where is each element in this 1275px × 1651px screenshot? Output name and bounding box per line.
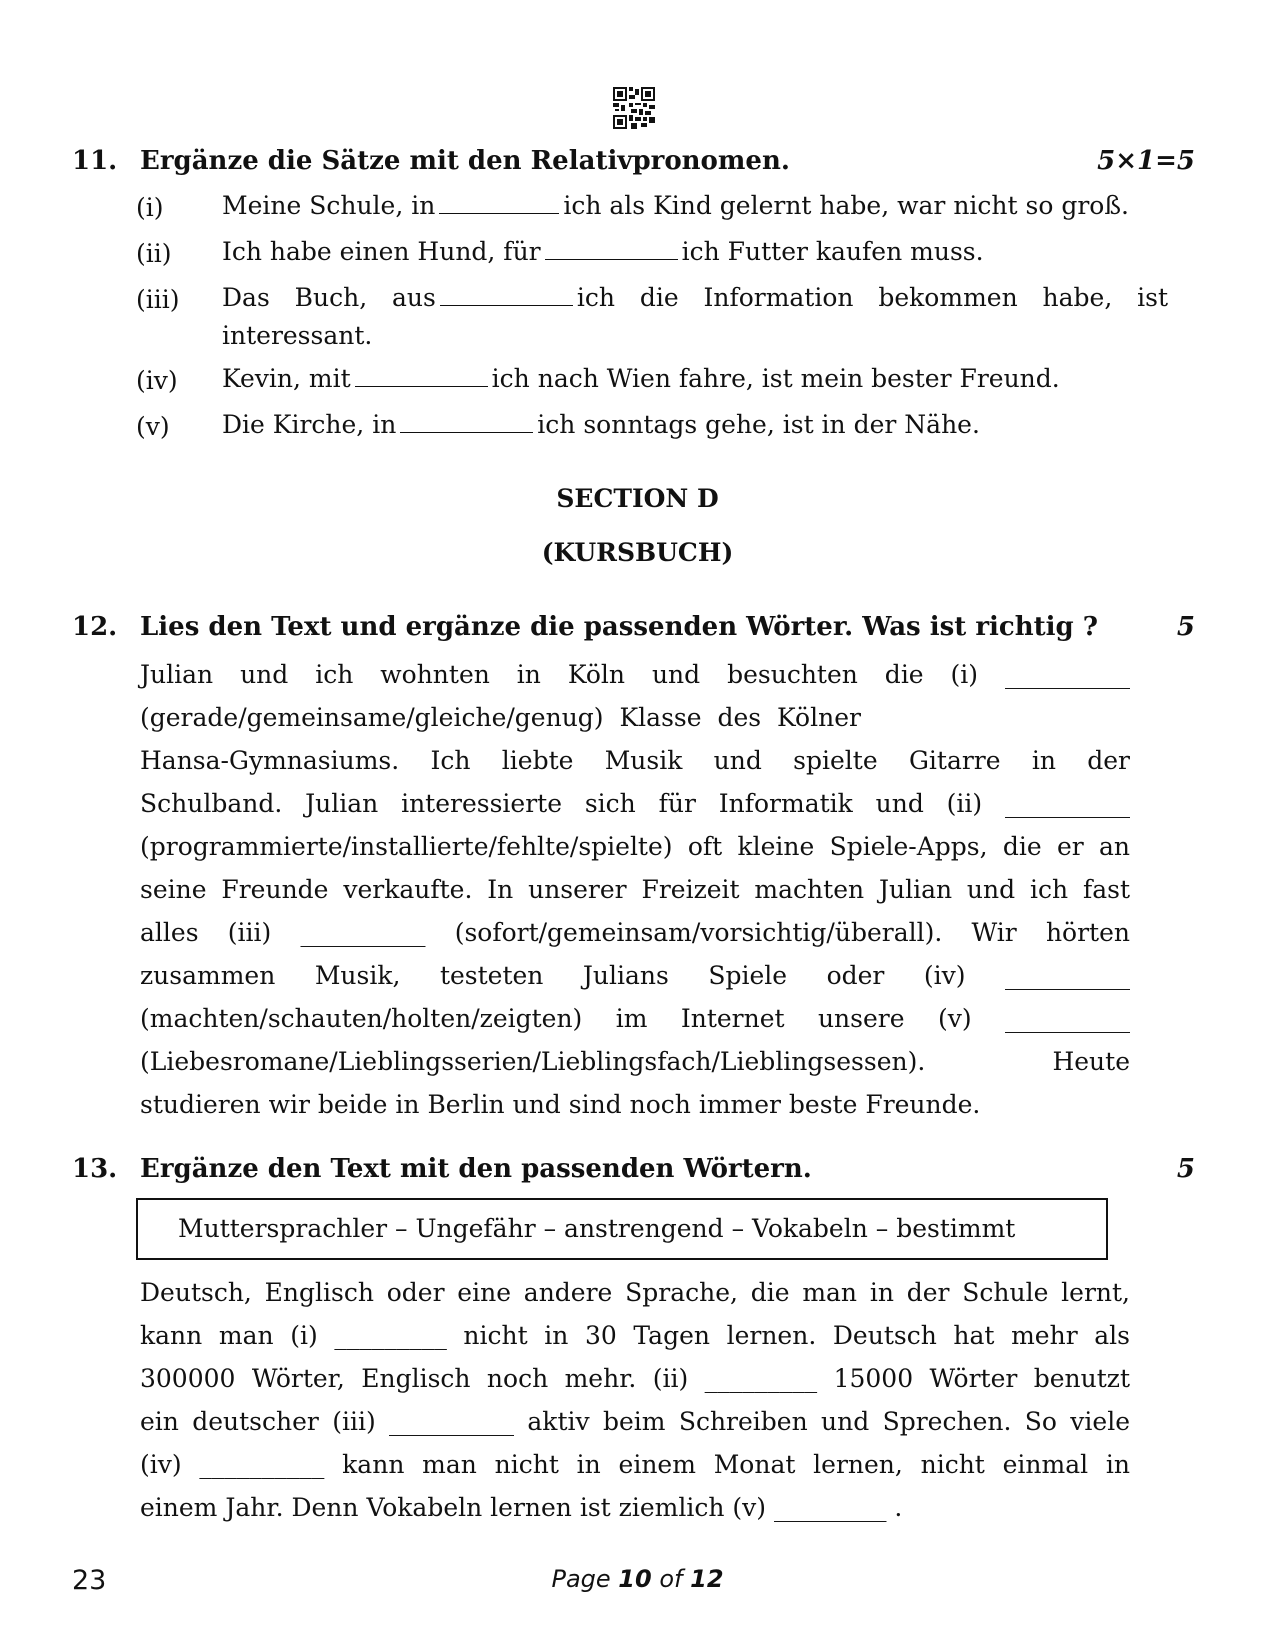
passage-line: ein deutscher (iii) __________ aktiv beim Schreiben und Sprechen. So viele [140, 1407, 1130, 1436]
passage-line: (programmierte/installierte/fehlte/spielte) oft kleine Spiele-Apps, die er an [140, 832, 1130, 861]
passage-line: (iv) __________ kann man nicht in einem Monat lernen, nicht einmal in [140, 1450, 1130, 1479]
passage-line: (Liebesromane/Lieblingsserien/Lieblingsfach/Lieblingsessen). Heute [140, 1047, 1130, 1076]
passage-line: studieren wir beide in Berlin und sind noch immer beste Freunde. [140, 1090, 981, 1119]
page-number: Page 10 of 12 [551, 1565, 724, 1593]
passage-line: kann man (i) _________ nicht in 30 Tagen lernen. Deutsch hat mehr als [140, 1321, 1130, 1350]
question-11-number: 11. [72, 146, 118, 176]
passage-line: 300000 Wörter, Englisch noch mehr. (ii) _________ 15000 Wörter benutzt [140, 1364, 1130, 1393]
passage-line: alles (iii) __________ (sofort/gemeinsam/vorsichtig/überall). Wir hörten [140, 918, 1130, 947]
question-12-marks: 5 [1176, 612, 1195, 642]
passage-line: zusammen Musik, testeten Julians Spiele oder (iv) __________ [140, 961, 1130, 990]
question-13-title: Ergänze den Text mit den passenden Wörtern. [140, 1154, 812, 1184]
question-13-marks: 5 [1176, 1154, 1195, 1184]
passage-line: Deutsch, Englisch oder eine andere Sprache, die man in der Schule lernt, [140, 1278, 1130, 1307]
q11-item-text: Das Buch, aus ich die Information bekommen habe, ist interessant. [222, 283, 1169, 350]
paper-code: 23 [72, 1565, 107, 1596]
passage-line: Hansa-Gymnasiums. Ich liebte Musik und spielte Gitarre in der [140, 746, 1130, 775]
section-subtitle: (KURSBUCH) [541, 538, 734, 567]
q11-item-label: (v) [136, 412, 170, 441]
q11-item-label: (ii) [136, 239, 172, 268]
passage-line: einem Jahr. Denn Vokabeln lernen ist ziemlich (v) _________ . [140, 1493, 903, 1522]
word-bank-box: Muttersprachler – Ungefähr – anstrengend – Vokabeln – bestimmt [136, 1198, 1108, 1260]
question-13-number: 13. [72, 1154, 118, 1184]
q11-item-label: (iv) [136, 366, 178, 395]
question-12-passage [140, 653, 1130, 1126]
question-13-passage [140, 1271, 1130, 1529]
q11-item-label: (i) [136, 193, 164, 222]
question-11-marks: 5×1=5 [1097, 146, 1195, 176]
section-title: SECTION D [556, 484, 719, 513]
passage-line: seine Freunde verkaufte. In unserer Freizeit machten Julian und ich fast [140, 875, 1130, 904]
q11-item-text: Meine Schule, in ich als Kind gelernt habe, war nicht so groß. [222, 191, 1129, 220]
passage-line: (gerade/gemeinsame/gleiche/genug) Klasse des Kölner [140, 703, 861, 732]
q11-item-text: Kevin, mit ich nach Wien fahre, ist mein bester Freund. [222, 364, 1060, 393]
passage-line: (machten/schauten/holten/zeigten) im Internet unsere (v) __________ [140, 1004, 1130, 1033]
question-12-title: Lies den Text und ergänze die passenden Wörter. Was ist richtig ? [140, 612, 1098, 642]
passage-line: Schulband. Julian interessierte sich für Informatik und (ii) __________ [140, 789, 1130, 818]
q11-item-text: Ich habe einen Hund, für ich Futter kaufen muss. [222, 237, 984, 266]
q11-item-text: Die Kirche, in ich sonntags gehe, ist in der Nähe. [222, 410, 980, 439]
question-12-number: 12. [72, 612, 118, 642]
passage-line: Julian und ich wohnten in Köln und besuchten die (i) __________ [140, 660, 1130, 689]
question-11-title: Ergänze die Sätze mit den Relativpronomen. [140, 146, 790, 176]
qr-code-icon [613, 87, 655, 129]
q11-item-label: (iii) [136, 285, 180, 314]
